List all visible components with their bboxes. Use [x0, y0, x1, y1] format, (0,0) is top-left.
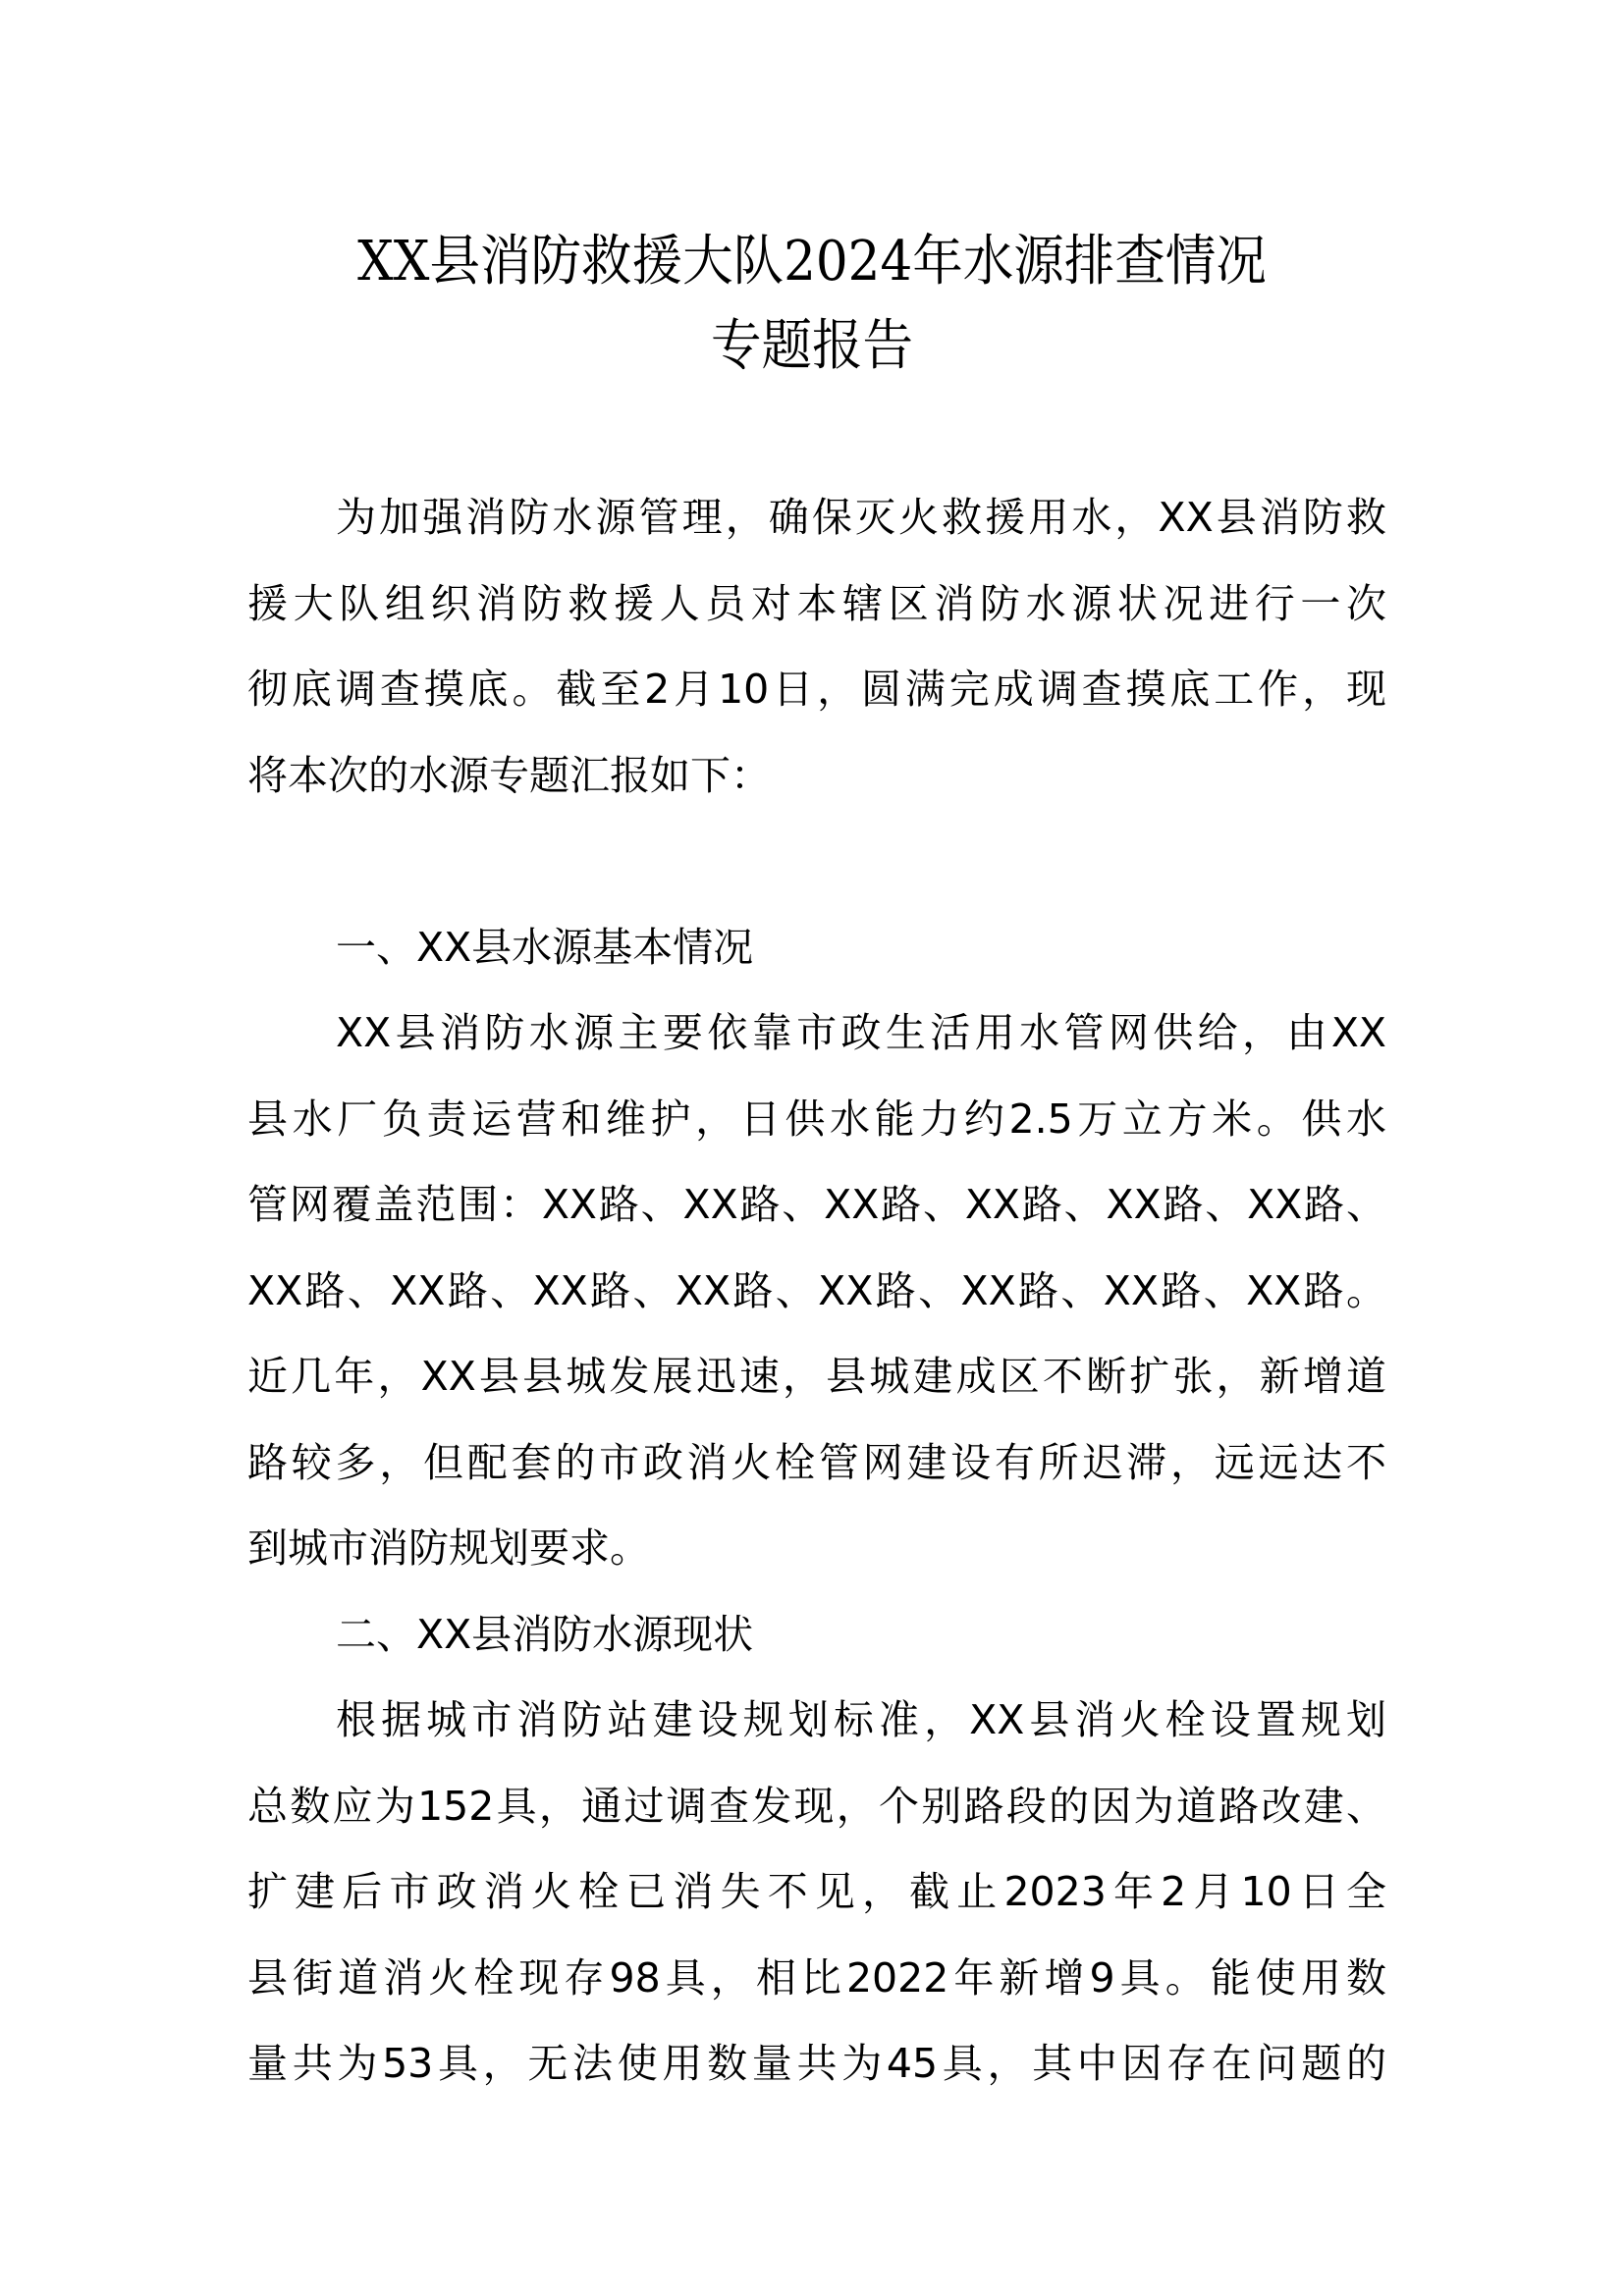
section-2-paragraph — [247, 1678, 1386, 2108]
paragraph-line: 彻底调查摸底。截至2月10日，圆满完成调查摸底工作，现 — [247, 666, 1386, 713]
document-body — [247, 475, 1386, 2108]
document-title — [0, 220, 1624, 389]
title-line-2: 专题报告 — [710, 314, 914, 378]
paragraph-spacer — [247, 819, 1386, 905]
paragraph-line: 援大队组织消防救援人员对本辖区消防水源状况进行一次 — [247, 579, 1386, 627]
paragraph-line: 管网覆盖范围：XX路、XX路、XX路、XX路、XX路、XX路、 — [247, 1181, 1386, 1228]
section-1-heading: 一、XX县水源基本情况 — [336, 923, 754, 971]
paragraph-line: 近几年，XX县县城发展迅速，县城建成区不断扩张，新增道 — [247, 1353, 1386, 1400]
intro-paragraph — [247, 475, 1386, 819]
paragraph-line: 总数应为152具，通过调查发现，个别路段的因为道路改建、 — [247, 1782, 1386, 1830]
paragraph-line: 将本次的水源专题汇报如下： — [247, 751, 771, 799]
section-1-paragraph — [247, 990, 1386, 1592]
paragraph-line: XX县消防水源主要依靠市政生活用水管网供给，由XX — [336, 1009, 1386, 1056]
paragraph-line: XX路、XX路、XX路、XX路、XX路、XX路、XX路、XX路。 — [247, 1266, 1386, 1314]
paragraph-line: 到城市消防规划要求。 — [247, 1524, 650, 1572]
paragraph-line: 为加强消防水源管理，确保灭火救援用水，XX县消防救 — [336, 494, 1386, 541]
paragraph-line: 扩建后市政消火栓已消失不见，截止2023年2月10日全 — [247, 1868, 1386, 1915]
paragraph-line: 县水厂负责运营和维护，日供水能力约2.5万立方米。供水 — [247, 1095, 1386, 1143]
paragraph-line: 量共为53具，无法使用数量共为45具，其中因存在问题的 — [247, 2040, 1386, 2087]
paragraph-line: 路较多，但配套的市政消火栓管网建设有所迟滞，远远达不 — [247, 1438, 1386, 1486]
paragraph-line: 县街道消火栓现存98具，相比2022年新增9具。能使用数 — [247, 1953, 1386, 2002]
title-line-1: XX县消防救援大队2024年水源排查情况 — [357, 230, 1267, 294]
paragraph-line: 根据城市消防站建设规划标准，XX县消火栓设置规划 — [336, 1696, 1386, 1743]
section-2-heading: 二、XX县消防水源现状 — [336, 1610, 754, 1658]
